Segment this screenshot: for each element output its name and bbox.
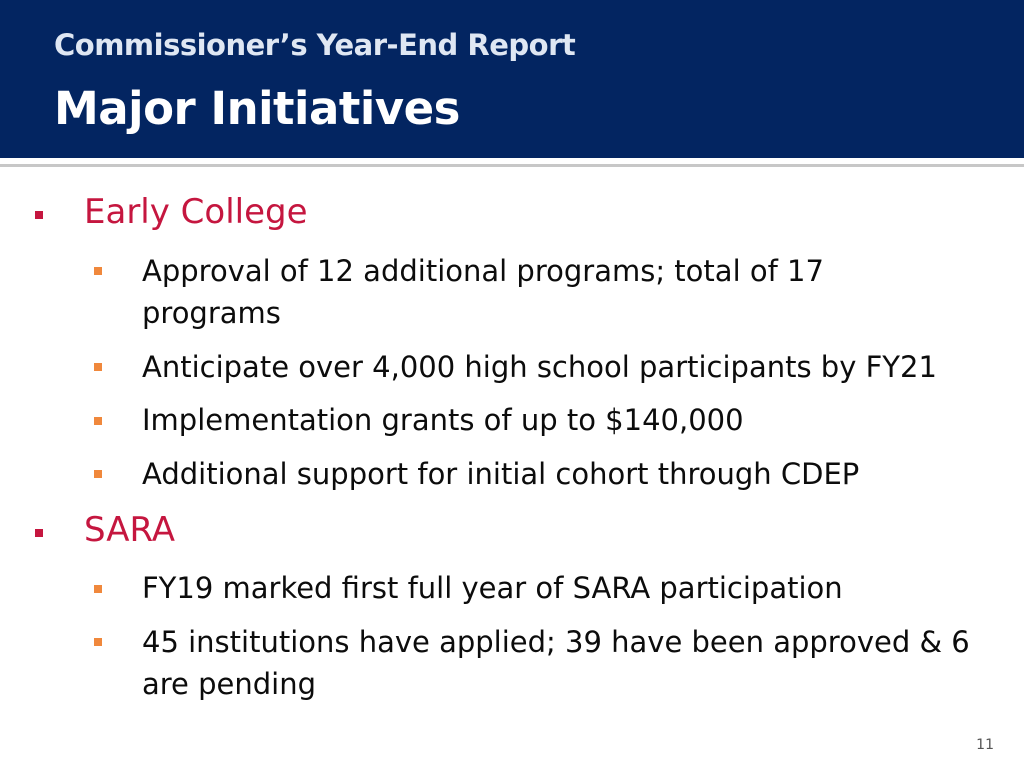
item-bullet-icon [94,470,102,478]
page-number: 11 [976,737,994,753]
item-bullet-icon [94,417,102,425]
early-college-item-2: Anticipate over 4,000 high school participants by FY21 [142,350,937,384]
early-college-item-1-continued: programs [142,296,281,330]
early-college-item-1: Approval of 12 additional programs; total of 17 [142,254,824,288]
item-bullet-icon [94,267,102,275]
slide-title: Major Initiatives [54,82,460,135]
item-bullet-icon [94,363,102,371]
early-college-item-3: Implementation grants of up to $140,000 [142,403,744,437]
report-subtitle: Commissioner’s Year-End Report [54,28,576,62]
item-bullet-icon [94,638,102,646]
section-sara: SARA [84,510,175,550]
section-bullet-icon [35,529,43,537]
sara-item-2: 45 institutions have applied; 39 have been approved & 6 [142,625,970,659]
early-college-item-4: Additional support for initial cohort through CDEP [142,457,860,491]
sara-item-2-continued: are pending [142,667,316,701]
item-bullet-icon [94,585,102,593]
section-early-college: Early College [84,192,308,232]
sara-item-1: FY19 marked first full year of SARA participation [142,571,843,605]
section-bullet-icon [35,211,43,219]
